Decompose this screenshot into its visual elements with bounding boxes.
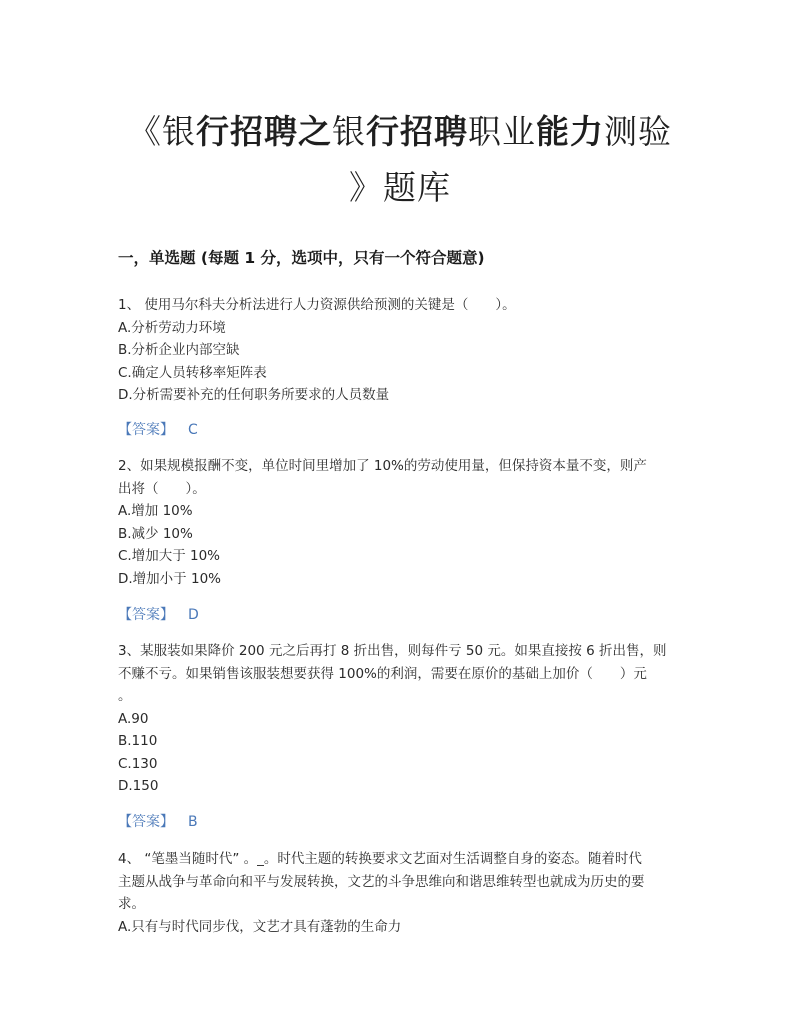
question-text: 不赚不亏。如果销售该服装想要获得 100%的利润，需要在原价的基础上加价（ ）元 (118, 665, 647, 682)
answer-2 (118, 605, 199, 625)
question-text: 主题从战争与革命向和平与发展转换，文艺的斗争思维向和谐思维转型也就成为历史的要 (118, 873, 645, 890)
question-text: 4、 “笔墨当随时代” 。_。时代主题的转换要求文艺面对生活调整自身的姿态。随着时代 (118, 851, 642, 867)
option-a: A.增加 10% (118, 503, 193, 519)
question-text: 1、 使用马尔科夫分析法进行人力资源供给预测的关键是（ ）。 (118, 297, 516, 313)
question-1 (118, 294, 688, 407)
document-title-line-2: 》题库 (349, 168, 451, 207)
option-b: B.分析企业内部空缺 (118, 342, 240, 358)
question-3 (118, 640, 688, 798)
answer-1 (118, 420, 198, 440)
title-fragment: 测验 (604, 112, 672, 151)
title-fragment: 职业 (468, 112, 536, 151)
question-text: 。 (118, 688, 132, 704)
title-fragment: 行招聘 (366, 112, 468, 151)
option-a: A.分析劳动力环境 (118, 319, 226, 336)
option-b: B.减少 10% (118, 525, 193, 542)
section-heading: 一，单选题 (每题 1 分，选项中，只有一个符合题意) (118, 249, 485, 267)
option-d: D.150 (118, 778, 159, 794)
option-d: D.增加小于 10% (118, 570, 221, 587)
option-b: B.110 (118, 733, 158, 749)
document-title-line-1 (80, 104, 720, 160)
question-text: 求。 (118, 896, 145, 912)
question-4 (118, 848, 688, 938)
answer-value: B (188, 814, 198, 830)
question-text: 3、某服装如果降价 200 元之后再打 8 折出售，则每件亏 50 元。如果直接按 6 折出售，则 (118, 643, 667, 659)
option-a: A.90 (118, 710, 149, 727)
option-d: D.分析需要补充的任何职务所要求的人员数量 (118, 387, 390, 403)
option-a: A.只有与时代同步伐，文艺才具有蓬勃的生命力 (118, 918, 402, 935)
question-2 (118, 455, 688, 590)
option-c: C.130 (118, 755, 158, 772)
answer-value: D (188, 607, 199, 623)
question-text: 2、如果规模报酬不变，单位时间里增加了 10%的劳动使用量，但保持资本量不变，则产 (118, 458, 647, 474)
answer-3 (118, 812, 198, 832)
title-fragment: 银 (332, 112, 366, 151)
question-text: 出将（ ）。 (118, 480, 206, 497)
option-c: C.增加大于 10% (118, 548, 221, 564)
title-fragment: 能力 (536, 112, 604, 151)
option-c: C.确定人员转移率矩阵表 (118, 364, 267, 381)
answer-value: C (188, 422, 198, 438)
title-fragment: 行招聘之 (196, 112, 332, 151)
answer-label: 【答案】 (118, 814, 174, 830)
document-title (80, 104, 720, 216)
title-fragment: 《银 (128, 112, 196, 151)
answer-label: 【答案】 (118, 422, 174, 438)
answer-label: 【答案】 (118, 607, 174, 623)
